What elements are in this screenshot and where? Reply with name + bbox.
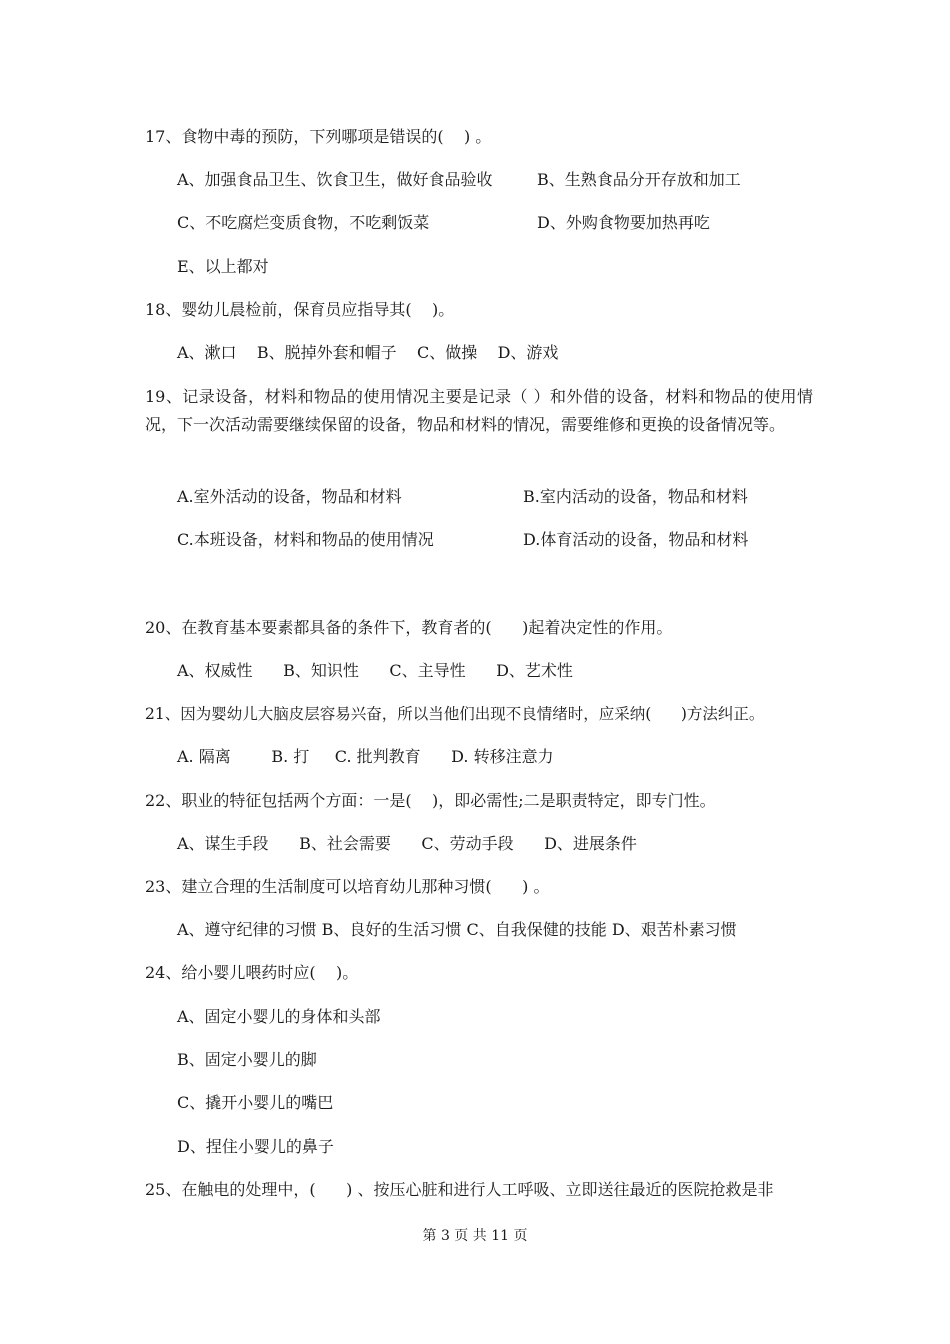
question-20-stem: 20、在教育基本要素都具备的条件下，教育者的( )起着决定性的作用。 <box>145 618 673 637</box>
question-22-stem: 22、职业的特征包括两个方面：一是( )，即必需性;二是职责特定，即专门性。 <box>145 791 716 810</box>
question-23-options: A、遵守纪律的习惯 B、良好的生活习惯 C、自我保健的技能 D、艰苦朴素习惯 <box>177 920 737 939</box>
question-23-stem: 23、建立合理的生活制度可以培育幼儿那种习惯( ) 。 <box>145 877 550 896</box>
question-19-option-a: A.室外活动的设备，物品和材料 <box>177 487 402 506</box>
question-24-option-d: D、捏住小婴儿的鼻子 <box>177 1137 334 1156</box>
question-21-options: A. 隔离 B. 打 C. 批判教育 D. 转移注意力 <box>177 747 554 766</box>
question-18-stem: 18、婴幼儿晨检前，保育员应指导其( )。 <box>145 300 455 319</box>
question-25-stem: 25、在触电的处理中，( ) 、按压心脏和进行人工呼吸、立即送往最近的医院抢救是非 <box>145 1180 774 1199</box>
question-19-option-d: D.体育活动的设备，物品和材料 <box>523 530 749 549</box>
question-24-option-a: A、固定小婴儿的身体和头部 <box>177 1007 381 1026</box>
question-21-stem: 21、因为婴幼儿大脑皮层容易兴奋，所以当他们出现不良情绪时，应采纳( )方法纠正。 <box>145 705 765 723</box>
question-17-option-e: E、以上都对 <box>177 257 269 276</box>
question-24-stem: 24、给小婴儿喂药时应( )。 <box>145 963 359 982</box>
question-19-option-b: B.室内活动的设备，物品和材料 <box>523 487 748 506</box>
question-20-options: A、权威性 B、知识性 C、主导性 D、艺术性 <box>177 661 573 680</box>
question-17-option-b: B、生熟食品分开存放和加工 <box>537 170 741 189</box>
question-24-option-b: B、固定小婴儿的脚 <box>177 1050 317 1069</box>
question-24-option-c: C、撬开小婴儿的嘴巴 <box>177 1093 334 1112</box>
page-footer: 第 3 页 共 11 页 <box>422 1228 528 1244</box>
question-17-stem: 17、食物中毒的预防，下列哪项是错误的( ) 。 <box>145 127 492 146</box>
question-18-options: A、漱口 B、脱掉外套和帽子 C、做操 D、游戏 <box>177 343 559 362</box>
question-17-option-c: C、不吃腐烂变质食物，不吃剩饭菜 <box>177 213 430 232</box>
question-19-option-c: C.本班设备，材料和物品的使用情况 <box>177 530 434 549</box>
question-22-options: A、谋生手段 B、社会需要 C、劳动手段 D、进展条件 <box>177 834 637 853</box>
question-17-option-d: D、外购食物要加热再吃 <box>537 213 710 232</box>
question-17-option-a: A、加强食品卫生、饮食卫生，做好食品验收 <box>177 170 493 189</box>
question-19-stem: 19、记录设备，材料和物品的使用情况主要是记录（ ）和外借的设备，材料和物品的使用情况，下一次活动需要继续保留的设备，物品和材料的情况，需要维修和更换的设备情况等。 <box>145 387 813 434</box>
